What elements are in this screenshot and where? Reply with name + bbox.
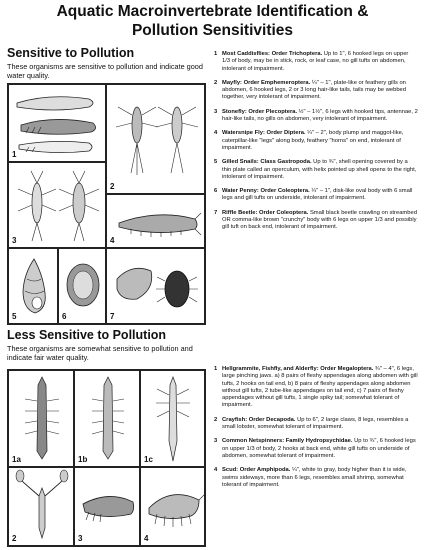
item-number: 4 xyxy=(214,467,218,474)
item-number: 1 xyxy=(214,51,218,57)
hellgrammite-illustration xyxy=(9,371,75,468)
alderfly-illustration-cell xyxy=(140,370,205,467)
cell-label: 4 xyxy=(110,236,115,245)
item-description: Up to 1", 6 hooked legs on upper 1/3 of body, may be in stick, rock, or leaf case, no gill tufts on abdomen, intolerant of impairment. xyxy=(222,51,409,72)
cell-label: 3 xyxy=(12,236,17,245)
cell-label: 2 xyxy=(12,534,17,543)
item-number: 3 xyxy=(214,108,218,115)
list-item xyxy=(214,109,418,124)
item-description: ¼" – 1", plate-like or feathery gills on abdomen, 6 hooked legs, 2 or 3 long hair-like tails, tails may be webbed together, very intolerant of impairment. xyxy=(222,79,406,101)
item-name: Hellgrammite, Fishfly, and Alderfly: Order Megaloptera. xyxy=(222,366,374,372)
item-description: ¼", white to gray, body higher than it is wide, swims sideways, more than 6 legs, resembles small shrimp, somewhat tolerant of impairment. xyxy=(222,467,407,488)
item-description: ¼" – 1", disk-like oval body with 6 small legs and gill tufts on underside, intolerant of impairment. xyxy=(222,188,413,202)
cell-label: 1a xyxy=(12,455,21,464)
common-netspinner-illustration-cell xyxy=(74,467,140,546)
watersnipe-fly-illustration xyxy=(107,195,206,249)
mayfly-illustration-cell xyxy=(106,84,205,194)
item-description: ¼" – 2", body plump and maggot-like, caterpillar-like "legs" along body, feathery "horns" on end, intolerant of impairment. xyxy=(222,130,404,151)
list-item xyxy=(214,51,418,73)
item-description: Small black beetle crawling on streambed OR comma-like brown "crunchy" body with 6 legs on upper 1/3 and possibly gill tuft on back end, intolerant of impairment. xyxy=(222,209,417,231)
item-number: 2 xyxy=(214,79,218,86)
title-line-1: Aquatic Macroinvertebrate Identification & xyxy=(56,3,369,20)
gilled-snail-illustration-cell xyxy=(8,248,58,324)
crayfish-illustration xyxy=(9,468,75,547)
cell-label: 7 xyxy=(110,312,115,321)
list-item xyxy=(214,438,418,460)
list-item xyxy=(214,188,418,203)
item-name: Crayfish: Order Decapoda. xyxy=(222,416,296,423)
riffle-beetle-illustration xyxy=(107,249,206,325)
item-description: Up to ¾", 6 hooked legs on upper 1/3 of body, 2 hooks at back end, white gill tufts on underside of abdomen, somewhat tolerant of impairment. xyxy=(222,438,416,459)
common-netspinner-illustration xyxy=(75,468,141,547)
less-sensitive-heading: Less Sensitive to Pollution xyxy=(7,328,167,342)
crayfish-illustration-cell xyxy=(8,467,74,546)
list-item xyxy=(214,159,418,181)
title-line-2: Pollution Sensitivities xyxy=(131,22,294,39)
fishfly-illustration-cell xyxy=(74,370,140,467)
item-name: Water Penny: Order Coleoptera. xyxy=(222,188,310,195)
cell-label: 4 xyxy=(144,534,149,543)
cell-label: 6 xyxy=(62,312,67,321)
item-name: Gilled Snails: Class Gastropoda. xyxy=(222,159,312,166)
item-description: Up to 6", 2 large claws, 8 legs, resembles a small lobster, somewhat tolerant of impairment. xyxy=(222,416,409,431)
list-item xyxy=(214,366,418,410)
less-sensitive-description: These organisms are somewhat sensitive to pollution and indicate fair water quality. xyxy=(7,344,193,362)
item-number: 3 xyxy=(214,438,218,445)
cell-label: 5 xyxy=(12,312,17,321)
scud-illustration-cell xyxy=(140,467,205,546)
item-name: Common Netspinners: Family Hydropsychidae. xyxy=(222,438,353,445)
item-name: Watersnipe Fly: Order Diptera. xyxy=(222,130,306,137)
item-number: 7 xyxy=(214,209,218,216)
list-item xyxy=(214,80,418,102)
item-name: Scud: Order Amphipoda. xyxy=(222,467,291,474)
caddisfly-illustration-cell xyxy=(8,84,106,162)
gilled-snail-illustration xyxy=(9,249,59,325)
cell-label: 2 xyxy=(110,182,115,191)
item-description: ¾" – 4", 6 legs, large pinching jaws. a) 8 pairs of fleshy appendages along abdomen with gill tufts, 2 hooks on tail end, b) 8 pairs of fleshy appendages along abdomen without gill tufts, 2 tube-like appendages on tail end, c) 7 pairs of fleshy appendages without gill tufts, 1 single spiky tail; somewhat tolerant of impairment. xyxy=(222,366,418,409)
stonefly-illustration xyxy=(9,163,107,249)
riffle-beetle-illustration-cell xyxy=(106,248,205,324)
item-name: Most Caddisflies: Order Trichoptera. xyxy=(222,51,323,57)
page-title xyxy=(0,2,425,40)
item-number: 1 xyxy=(214,366,218,372)
cell-label: 1 xyxy=(12,150,17,159)
cell-label: 1c xyxy=(144,455,153,464)
item-number: 5 xyxy=(214,159,218,166)
caddisfly-illustration xyxy=(9,85,107,163)
list-item xyxy=(214,210,418,232)
item-number: 4 xyxy=(214,130,218,137)
water-penny-illustration-cell xyxy=(58,248,106,324)
hellgrammite-illustration-cell xyxy=(8,370,74,467)
list-item xyxy=(214,417,418,432)
item-name: Stonefly: Order Plecoptera. xyxy=(222,108,298,115)
watersnipe-fly-illustration-cell xyxy=(106,194,205,248)
item-name: Mayfly: Order Emphemeroptera. xyxy=(222,79,311,86)
list-item xyxy=(214,467,418,489)
sensitive-description: These organisms are sensitive to pollution and indicate good water quality. xyxy=(7,62,203,80)
fishfly-illustration xyxy=(75,371,141,468)
less-sensitive-organism-list xyxy=(214,366,418,496)
cell-label: 3 xyxy=(78,534,83,543)
scud-illustration xyxy=(141,468,206,547)
sensitive-illustration-grid xyxy=(7,83,206,325)
alderfly-illustration xyxy=(141,371,206,468)
item-description: Up to ¾", shell opening covered by a thin plate called an operculum, with helix pointed up shell opens to the right, intolerant of impairment. xyxy=(222,159,417,180)
item-description: ½" – 1½", 6 legs with hooked tips, antennae, 2 hair-like tails, no gills on abdomen, very intolerant of impairment. xyxy=(222,108,418,123)
item-number: 2 xyxy=(214,416,218,423)
sensitive-heading: Sensitive to Pollution xyxy=(7,46,135,60)
item-name: Riffle Beetle: Order Coleoptera. xyxy=(222,209,309,216)
list-item xyxy=(214,130,418,152)
item-number: 6 xyxy=(214,188,218,195)
stonefly-illustration-cell xyxy=(8,162,106,248)
sensitive-organism-list xyxy=(214,51,418,239)
cell-label: 1b xyxy=(78,455,88,464)
less-sensitive-illustration-grid xyxy=(7,369,206,547)
mayfly-illustration xyxy=(107,85,206,195)
